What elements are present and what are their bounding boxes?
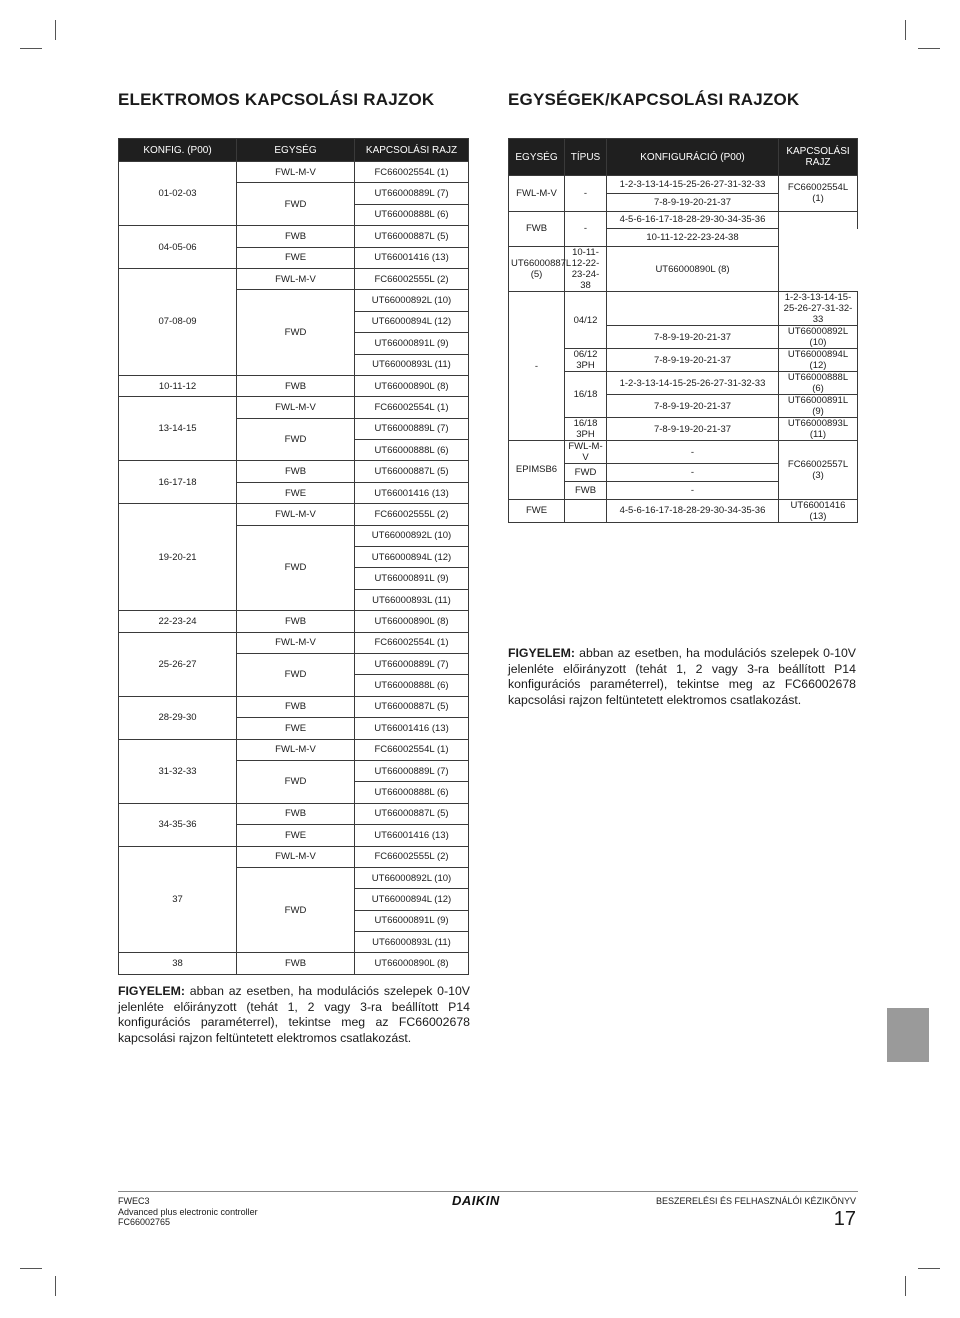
- type-cell: FWB: [565, 481, 607, 499]
- page-number: 17: [833, 1208, 856, 1230]
- unit-cell: FWL-M-V: [237, 397, 355, 418]
- footer-manual-title: BESZERELÉSI ÉS FELHASZNÁLÓI KÉZIKÖNYV: [655, 1196, 856, 1206]
- config-cell: 7-8-9-19-20-21-37: [607, 418, 779, 441]
- crop-mark: [55, 20, 56, 40]
- table-row: [119, 268, 469, 289]
- unit-cell: FWB: [237, 375, 355, 396]
- drawing-cell: UT66000891L (9): [355, 568, 469, 589]
- type-cell: -: [565, 176, 607, 212]
- drawing-cell: UT66000887L (5): [509, 247, 565, 292]
- table-row: [119, 397, 469, 418]
- column-header: KAPCSOLÁSI RAJZ: [779, 139, 858, 176]
- footer-divider: [118, 1191, 858, 1192]
- drawing-cell: UT66000890L (8): [355, 953, 469, 974]
- drawing-cell: UT66000892L (10): [355, 867, 469, 888]
- warning-note-right: [508, 646, 856, 708]
- unit-cell: FWD: [237, 183, 355, 226]
- config-cell: -: [607, 441, 779, 464]
- unit-cell: FWL-M-V: [237, 162, 355, 183]
- unit-cell: FWL-M-V: [237, 504, 355, 525]
- unit-cell: FWL-M-V: [237, 846, 355, 867]
- drawing-cell: UT66000887L (5): [355, 226, 469, 247]
- drawing-cell: UT66001416 (13): [355, 718, 469, 739]
- config-cell: 7-8-9-19-20-21-37: [607, 193, 779, 211]
- table-row: [119, 375, 469, 396]
- drawing-cell: UT66000893L (11): [355, 932, 469, 953]
- drawing-cell: UT66000890L (8): [607, 247, 779, 292]
- drawing-cell: UT66000894L (12): [355, 889, 469, 910]
- unit-cell: FWB: [509, 211, 565, 247]
- table-row: [119, 162, 469, 183]
- unit-cell: FWL-M-V: [237, 739, 355, 760]
- config-cell: 22-23-24: [119, 611, 237, 632]
- crop-mark: [20, 48, 42, 49]
- right-units-table: [508, 138, 858, 523]
- table-row: [119, 803, 469, 824]
- drawing-cell: UT66000890L (8): [355, 611, 469, 632]
- crop-mark: [55, 1276, 56, 1296]
- config-cell: 4-5-6-16-17-18-28-29-30-34-35-36: [607, 499, 779, 522]
- drawing-cell: FC66002555L (2): [355, 504, 469, 525]
- table-row: [509, 211, 858, 229]
- footer-model: FWEC3: [118, 1196, 150, 1206]
- type-cell: FWD: [565, 464, 607, 482]
- unit-cell: FWD: [237, 525, 355, 611]
- config-cell: 7-8-9-19-20-21-37: [607, 326, 779, 349]
- unit-cell: FWB: [237, 461, 355, 482]
- table-row: [119, 504, 469, 525]
- config-cell: 38: [119, 953, 237, 974]
- drawing-cell: UT66000894L (12): [355, 311, 469, 332]
- brand-logo: DAIKIN: [452, 1193, 500, 1208]
- drawing-cell: UT66000887L (5): [355, 696, 469, 717]
- unit-cell: FWL-M-V: [237, 632, 355, 653]
- drawing-cell: UT66001416 (13): [355, 247, 469, 268]
- config-cell: 10-11-12-22-23-24-38: [565, 247, 607, 292]
- drawing-cell: UT66000892L (10): [355, 290, 469, 311]
- drawing-cell: UT66001416 (13): [355, 825, 469, 846]
- config-cell: 25-26-27: [119, 632, 237, 696]
- drawing-cell: UT66000888L (6): [355, 440, 469, 461]
- drawing-cell: UT66001416 (13): [355, 482, 469, 503]
- drawing-cell: UT66000890L (8): [355, 375, 469, 396]
- drawing-cell: UT66000893L (11): [779, 418, 858, 441]
- table-row: [119, 461, 469, 482]
- drawing-cell: FC66002554L (1): [355, 397, 469, 418]
- unit-cell: FWL-M-V: [237, 268, 355, 289]
- column-header: EGYSÉG: [509, 139, 565, 176]
- table-row: [119, 611, 469, 632]
- type-cell: 04/12: [565, 292, 607, 349]
- column-header: EGYSÉG: [237, 139, 355, 162]
- drawing-cell: UT66000888L (6): [355, 204, 469, 225]
- unit-cell: FWD: [237, 760, 355, 803]
- unit-cell: FWD: [237, 418, 355, 461]
- table-row: [119, 846, 469, 867]
- drawing-cell: UT66000891L (9): [355, 910, 469, 931]
- table-row: [509, 441, 858, 464]
- drawing-cell: UT66000891L (9): [355, 333, 469, 354]
- column-header: TÍPUS: [565, 139, 607, 176]
- config-cell: 7-8-9-19-20-21-37: [607, 395, 779, 418]
- drawing-cell: UT66000889L (7): [355, 183, 469, 204]
- drawing-cell: FC66002554L (1): [355, 162, 469, 183]
- type-cell: 16/18 3PH: [565, 418, 607, 441]
- drawing-cell: UT66000887L (5): [355, 803, 469, 824]
- drawing-cell: FC66002554L (1): [779, 176, 858, 212]
- note-text: abban az esetben, ha modulációs szelepek 0-10V jelenléte előirányzott (tehát 1, 2 vagy 3-ra beállított P14 konfigurációs paraméterrel), tekintse meg az FC66002678 kapcsolási rajzon feltüntetett elektromos csatlakozást.: [508, 646, 856, 707]
- column-header: KONFIG. (P00): [119, 139, 237, 162]
- config-cell: 28-29-30: [119, 696, 237, 739]
- table-row: [509, 176, 858, 194]
- config-cell: 01-02-03: [119, 162, 237, 226]
- footer-description: Advanced plus electronic controller: [118, 1206, 258, 1217]
- heading-right: EGYSÉGEK/KAPCSOLÁSI RAJZOK: [508, 90, 800, 109]
- config-cell: 31-32-33: [119, 739, 237, 803]
- drawing-cell: FC66002555L (2): [355, 268, 469, 289]
- left-wiring-table: [118, 138, 469, 975]
- drawing-cell: UT66000893L (11): [355, 589, 469, 610]
- drawing-cell: UT66000888L (6): [355, 675, 469, 696]
- unit-cell: EPIMSB6: [509, 441, 565, 500]
- config-cell: 04-05-06: [119, 226, 237, 269]
- drawing-cell: FC66002557L (3): [779, 441, 858, 500]
- config-cell: -: [607, 464, 779, 482]
- footer-code: FC66002765: [118, 1217, 171, 1227]
- drawing-cell: UT66000889L (7): [355, 653, 469, 674]
- unit-cell: FWB: [237, 803, 355, 824]
- drawing-cell: UT66000892L (10): [355, 525, 469, 546]
- unit-cell: -: [509, 292, 565, 441]
- note-label: FIGYELEM:: [508, 646, 575, 660]
- drawing-cell: UT66000894L (12): [355, 547, 469, 568]
- type-cell: -: [565, 211, 607, 247]
- drawing-cell: FC66002554L (1): [355, 632, 469, 653]
- crop-mark: [905, 1276, 906, 1296]
- config-cell: 1-2-3-13-14-15-25-26-27-31-32-33: [779, 292, 858, 326]
- table-row: [119, 696, 469, 717]
- drawing-cell: FC66002555L (2): [355, 846, 469, 867]
- unit-cell: FWD: [237, 653, 355, 696]
- config-cell: 19-20-21: [119, 504, 237, 611]
- drawing-cell: UT66001416 (13): [779, 499, 858, 522]
- drawing-cell: UT66000888L (6): [779, 372, 858, 395]
- unit-cell: FWE: [237, 247, 355, 268]
- config-cell: 10-11-12: [119, 375, 237, 396]
- config-cell: 7-8-9-19-20-21-37: [607, 349, 779, 372]
- unit-cell: FWE: [509, 499, 565, 522]
- crop-mark: [20, 1268, 42, 1269]
- crop-mark: [905, 20, 906, 40]
- unit-cell: FWB: [237, 611, 355, 632]
- unit-cell: FWB: [237, 226, 355, 247]
- drawing-cell: UT66000894L (12): [779, 349, 858, 372]
- footer-doc-info: [118, 1196, 258, 1228]
- config-cell: 1-2-3-13-14-15-25-26-27-31-32-33: [607, 176, 779, 194]
- unit-cell: FWE: [237, 482, 355, 503]
- table-row: [119, 226, 469, 247]
- side-tab-marker: [887, 1008, 929, 1062]
- config-cell: 1-2-3-13-14-15-25-26-27-31-32-33: [607, 372, 779, 395]
- warning-note-left: [118, 984, 470, 1046]
- unit-cell: FWE: [237, 718, 355, 739]
- drawing-cell: UT66000893L (11): [355, 354, 469, 375]
- unit-cell: FWB: [237, 696, 355, 717]
- note-text: abban az esetben, ha modulációs szelepek 0-10V jelenléte előirányzott (tehát 1, 2 vagy 3-ra beállított P14 konfigurációs paraméterrel), tekintse meg az FC66002678 kapcsolási rajzon feltüntetett elektromos csatlakozást.: [118, 984, 470, 1045]
- config-cell: 10-11-12-22-23-24-38: [607, 229, 779, 247]
- drawing-cell: UT66000888L (6): [355, 782, 469, 803]
- drawing-cell: UT66000889L (7): [355, 760, 469, 781]
- crop-mark: [918, 1268, 940, 1269]
- type-cell: [565, 499, 607, 522]
- config-cell: -: [607, 481, 779, 499]
- drawing-cell: UT66000892L (10): [779, 326, 858, 349]
- drawing-cell: UT66000887L (5): [355, 461, 469, 482]
- heading-left: ELEKTROMOS KAPCSOLÁSI RAJZOK: [118, 90, 435, 109]
- unit-cell: FWD: [237, 290, 355, 376]
- type-cell: FWL-M-V: [565, 441, 607, 464]
- unit-cell: FWB: [237, 953, 355, 974]
- crop-mark: [918, 48, 940, 49]
- config-cell: 37: [119, 846, 237, 953]
- config-cell: 16-17-18: [119, 461, 237, 504]
- config-cell: 07-08-09: [119, 268, 237, 375]
- note-label: FIGYELEM:: [118, 984, 185, 998]
- column-header: KAPCSOLÁSI RAJZ: [355, 139, 469, 162]
- unit-cell: FWE: [237, 825, 355, 846]
- table-row: [119, 739, 469, 760]
- config-cell: 4-5-6-16-17-18-28-29-30-34-35-36: [607, 211, 779, 229]
- table-row: [119, 953, 469, 974]
- type-cell: 06/12 3PH: [565, 349, 607, 372]
- config-cell: 13-14-15: [119, 397, 237, 461]
- drawing-cell: UT66000889L (7): [355, 418, 469, 439]
- type-cell: 16/18: [565, 372, 607, 418]
- config-cell: 34-35-36: [119, 803, 237, 846]
- column-header: KONFIGURÁCIÓ (P00): [607, 139, 779, 176]
- drawing-cell: UT66000891L (9): [779, 395, 858, 418]
- table-row: [119, 632, 469, 653]
- unit-cell: FWL-M-V: [509, 176, 565, 212]
- unit-cell: FWD: [237, 867, 355, 953]
- drawing-cell: FC66002554L (1): [355, 739, 469, 760]
